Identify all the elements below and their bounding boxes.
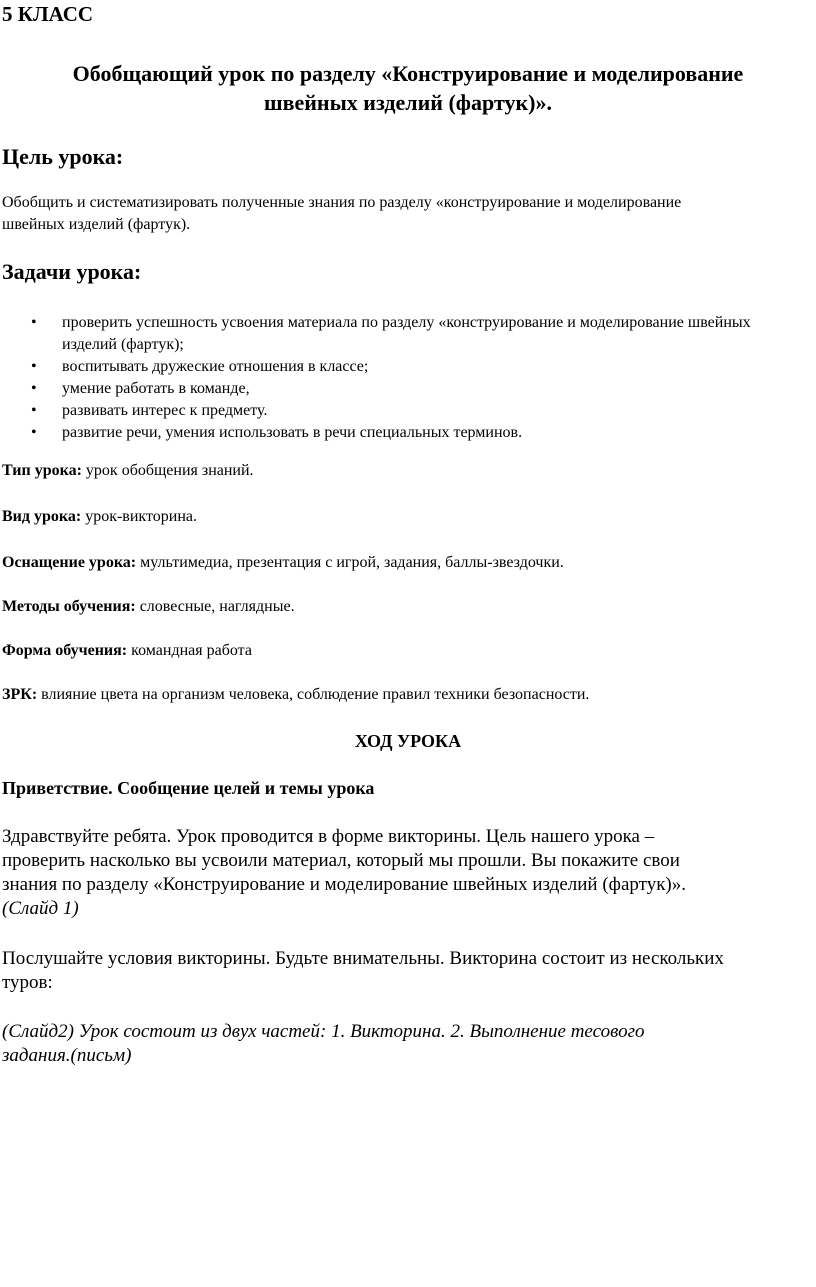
field-value: урок обобщения знаний. [81,462,254,479]
lesson-kind [2,506,197,528]
goal-line-2: швейных изделий (фартук). [2,216,191,233]
paragraph-line: (Слайд2) Урок состоит из двух частей: 1. Викторина. 2. Выполнение тесового [2,1021,645,1042]
title-line-2: швейных изделий (фартук)». [264,90,552,115]
field-value: урок-викторина. [81,508,197,525]
list-item [0,400,812,422]
paragraph-line: задания.(письм) [2,1045,132,1066]
teaching-methods [2,596,295,618]
paragraph-line: туров: [2,972,53,993]
lesson-progress-heading: ХОД УРОКА [354,731,462,751]
bullet-icon: • [31,424,37,441]
field-label: ЗРК: [2,686,38,703]
list-item [0,356,812,378]
paragraph-line: знания по разделу «Конструирование и моделирование швейных изделий (фартук)». [2,874,686,895]
tasks-heading: Задачи урока: [2,259,142,284]
teaching-form [2,640,252,662]
intro-paragraph [2,825,810,921]
goal-heading: Цель урока: [2,144,124,169]
goal-line-1: Обобщить и систематизировать полученные знания по разделу «конструирование и моделирование [2,194,682,211]
bullet-icon: • [31,358,37,375]
field-value: мультимедиа, презентация с игрой, задания, баллы-звездочки. [136,554,564,571]
bullet-icon: • [31,314,37,331]
zrk-field [2,684,589,706]
field-label: Вид урока: [2,508,82,525]
title-line-1: Обобщающий урок по разделу «Конструирование и моделирование [72,61,744,86]
bullet-icon: • [31,402,37,419]
tasks-list [0,312,816,444]
paragraph-line: Послушайте условия викторины. Будьте внимательны. Викторина состоит из нескольких [2,948,724,969]
list-item-text: умение работать в команде, [62,380,250,397]
lesson-type [2,460,254,482]
list-item [0,378,812,400]
list-item-text: проверить успешность усвоения материала по разделу «конструирование и моделирование швейных [62,314,751,331]
paragraph-line [2,897,810,921]
paragraph-line: проверить насколько вы усвоили материал, который мы прошли. Вы покажите свои [2,850,680,871]
lesson-equipment [2,552,564,574]
list-item-text: воспитывать дружеские отношения в классе; [62,358,369,375]
field-value: словесные, наглядные. [135,598,295,615]
quiz-conditions-paragraph [2,947,810,995]
list-item-text: изделий (фартук); [62,336,184,353]
bullet-icon: • [31,380,37,397]
grade-label: 5 КЛАСС [2,2,94,26]
paragraph-line: Здравствуйте ребята. Урок проводится в форме викторины. Цель нашего урока – [2,826,655,847]
field-label: Форма обучения: [2,642,128,659]
goal-text [2,192,792,236]
greeting-heading: Приветствие. Сообщение целей и темы урока [2,778,375,798]
field-value: командная работа [127,642,252,659]
field-value: влияние цвета на организм человека, соблюдение правил техники безопасности. [37,686,590,703]
list-item [0,312,812,356]
field-label: Оснащение урока: [2,554,137,571]
document-title [0,59,816,117]
list-item-text: развитие речи, умения использовать в речи специальных терминов. [62,424,523,441]
list-item [0,422,812,444]
field-label: Тип урока: [2,462,82,479]
slide2-paragraph [2,1020,810,1068]
slide-reference: (Слайд 1) [2,898,79,919]
field-label: Методы обучения: [2,598,136,615]
list-item-text: развивать интерес к предмету. [62,402,268,419]
